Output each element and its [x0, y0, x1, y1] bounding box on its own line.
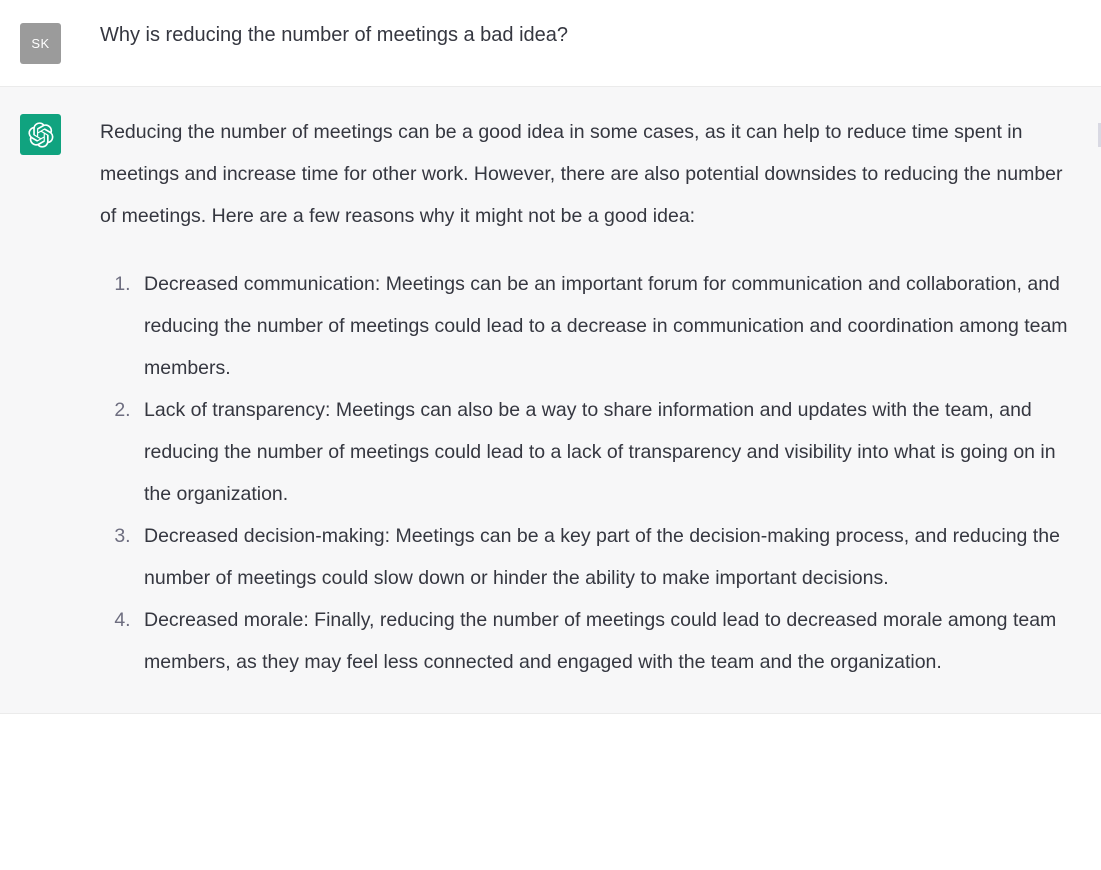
assistant-avatar-column [0, 111, 100, 155]
assistant-message-column [100, 111, 1101, 683]
avatar-initials: SK [31, 36, 50, 51]
list-item: 1. Decreased communication: Meetings can be an important forum for communication and collaboration, and reducing the number of meetings could lead to a decrease in communication and coordination among team members. [136, 263, 1071, 389]
list-item: 3. Decreased decision-making: Meetings can be a key part of the decision-making process, and reducing the number of meetings could slow down or hinder the ability to make important decisions. [136, 515, 1071, 599]
user-message-turn [0, 0, 1101, 87]
list-item: 2. Lack of transparency: Meetings can also be a way to share information and updates with the team, and reducing the number of meetings could lead to a lack of transparency and visibility into what is going on in the organization. [136, 389, 1071, 515]
avatar [20, 23, 61, 64]
openai-logo-icon [20, 114, 61, 155]
assistant-message-turn [0, 87, 1101, 714]
assistant-intro-paragraph: Reducing the number of meetings can be a good idea in some cases, as it can help to reduce time spent in meetings and increase time for other work. However, there are also potential downsides to reducing the number of meetings. Here are a few reasons why it might not be a good idea: [100, 121, 1063, 227]
list-item: 4. Decreased morale: Finally, reducing the number of meetings could lead to decreased morale among team members, as they may feel less connected and engaged with the team and the organization. [136, 599, 1071, 683]
user-message-column [100, 20, 1101, 50]
assistant-reasons-list [100, 263, 1071, 683]
user-avatar-column [0, 20, 100, 64]
user-message-text: Why is reducing the number of meetings a bad idea? [100, 24, 569, 46]
